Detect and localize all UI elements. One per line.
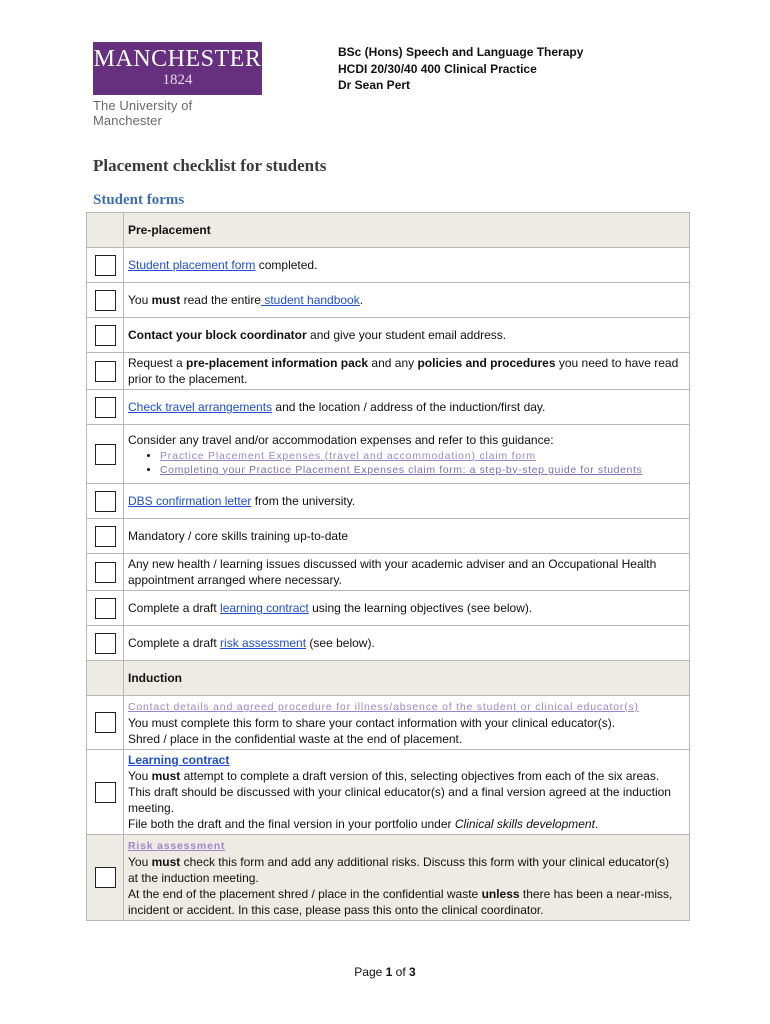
checklist-row: Risk assessment You must check this form and add any additional risks. Discuss this form with your clinical educator(s) at the induction meeting. At the end of the placement shred / place in the confidential waste unless there has been a near-miss, incident or accident. In this case, please pass this onto the clinical coordinator. — [87, 835, 690, 921]
dbs-letter-link[interactable]: DBS confirmation letter — [128, 494, 252, 508]
page-total: 3 — [409, 965, 416, 979]
header-module: HCDI 20/30/40 400 Clinical Practice — [338, 61, 537, 76]
page-footer: Page 1 of 3 — [354, 965, 416, 979]
expenses-claim-form-link[interactable]: Practice Placement Expenses (travel and accommodation) claim form — [160, 449, 536, 462]
logo-crest — [93, 42, 262, 95]
checkbox[interactable] — [95, 255, 116, 276]
checklist-table — [86, 212, 690, 921]
checklist-row: Consider any travel and/or accommodation expenses and refer to this guidance: • Practice Placement Expenses (travel and accommodation) claim form • Completing your Practice Placement Expenses claim form: a step-by-step guide for students — [87, 425, 690, 484]
page-number: 1 — [385, 965, 393, 979]
checklist-row: You must read the entire student handbook. — [87, 283, 690, 318]
checkbox[interactable] — [95, 444, 116, 465]
checklist-row: Complete a draft learning contract using the learning objectives (see below). — [87, 591, 690, 626]
risk-assessment-link[interactable]: risk assessment — [220, 636, 307, 650]
logo-year: 1824 — [162, 72, 193, 88]
checkbox[interactable] — [95, 397, 116, 418]
document-header — [338, 44, 583, 94]
preplacement-heading-row — [87, 213, 690, 248]
checklist-row: DBS confirmation letter from the university. — [87, 484, 690, 519]
guidance-list — [128, 449, 681, 477]
student-placement-form-link[interactable]: Student placement form — [128, 258, 256, 272]
checklist-row: Any new health / learning issues discussed with your academic adviser and an Occupational Health appointment arranged where necessary. — [87, 554, 690, 591]
checklist-row: Contact details and agreed procedure for illness/absence of the student or clinical educator(s) You must complete this form to share your contact information with your clinical educator(s). Shred / place in the confidential waste at the end of placement. — [87, 696, 690, 750]
checklist-row: Check travel arrangements and the location / address of the induction/first day. — [87, 390, 690, 425]
checkbox[interactable] — [95, 325, 116, 346]
induction-heading: Induction — [124, 661, 690, 696]
logo-subtitle: The University of Manchester — [93, 98, 193, 128]
learning-contract-heading-link[interactable]: Learning contract — [128, 753, 230, 767]
checkbox[interactable] — [95, 361, 116, 382]
university-logo — [93, 42, 262, 128]
checkbox[interactable] — [95, 633, 116, 654]
induction-heading-row — [87, 661, 690, 696]
header-author: Dr Sean Pert — [338, 78, 411, 92]
checklist-row: Contact your block coordinator and give your student email address. — [87, 318, 690, 353]
preplacement-heading: Pre-placement — [124, 213, 690, 248]
learning-contract-link[interactable]: learning contract — [220, 601, 309, 615]
checkbox[interactable] — [95, 491, 116, 512]
checkbox[interactable] — [95, 867, 116, 888]
checkbox[interactable] — [95, 526, 116, 547]
logo-name: MANCHESTER — [93, 46, 262, 72]
student-handbook-link[interactable]: student handbook — [260, 293, 360, 307]
expenses-guide-link[interactable]: Completing your Practice Placement Expenses claim form: a step-by-step guide for students — [160, 463, 643, 476]
checkbox[interactable] — [95, 598, 116, 619]
header-course: BSc (Hons) Speech and Language Therapy — [338, 45, 584, 59]
checklist-row: Request a pre-placement information pack and any policies and procedures you need to have read prior to the placement. — [87, 353, 690, 390]
checkbox[interactable] — [95, 290, 116, 311]
checklist-row: Learning contract You must attempt to complete a draft version of this, selecting objectives from each of the six areas. This draft should be discussed with your clinical educator(s) and a final version agreed at the induction meeting. File both the draft and the final version in your portfolio under Clinical skills development. — [87, 750, 690, 835]
checklist-row: Mandatory / core skills training up-to-date — [87, 519, 690, 554]
checklist-row: Student placement form completed. — [87, 248, 690, 283]
risk-assessment-heading-link[interactable]: Risk assessment — [128, 840, 226, 852]
section-title: Student forms — [93, 192, 185, 208]
checkbox[interactable] — [95, 562, 116, 583]
checkbox[interactable] — [95, 712, 116, 733]
page-title: Placement checklist for students — [93, 156, 327, 175]
checklist-row: Complete a draft risk assessment (see below). — [87, 626, 690, 661]
travel-arrangements-link[interactable]: Check travel arrangements — [128, 400, 273, 414]
contact-details-link[interactable]: Contact details and agreed procedure for illness/absence of the student or clinical educator(s) — [128, 701, 639, 713]
checkbox[interactable] — [95, 782, 116, 803]
